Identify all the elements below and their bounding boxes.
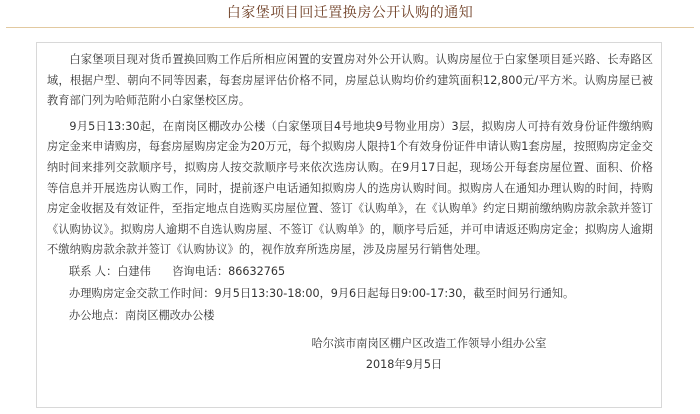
signature-date: 2018年9月5日 — [365, 358, 443, 371]
notice-body — [36, 42, 662, 408]
paragraph-intro: 白家堡项目现对货币置换回购工作后所相应闲置的安置房对外公开认购。认购房屋位于白家堡项目延兴路、长寿路区域，根据户型、朝向不同等因素，每套房屋评估价格不同，房屋总认购均价约建筑面积12,800元/平方米。认购房屋已被教育部门列为哈师范附小白家堡校区房。 — [47, 53, 653, 108]
title-bar — [6, 0, 694, 28]
paragraph-procedure: 9月5日13:30起，在南岗区棚改办公楼（白家堡项目4号地块9号物业用房）3层，拟购房人可持有效身份证件缴纳购房定金来申请购房，每套房屋购房定金为20万元，每个拟购房人限持1个有效身份证件申请认购1套房屋，按照购房定金交纳时间来排列交款顺序号，拟购房人按交款顺序号来依次选房认购。在9月17日起，现场公开每套房屋位置、面积、价格等信息并开展选房认购工作，同时，提前逐户电话通知拟购房人的选房认购时间。拟购房人在通知办理认购的时间，持购房定金收据及有效证件，至指定地点自选购买房屋位置、签订《认购单》，在《认购单》约定日期前缴纳购房款余款并签订《认购协议》。拟购房人逾期不自选认购房屋、不签订《认购单》的，顺序号后延，并可申请返还购房定金；拟购房人逾期不缴纳购房款余款并签订《认购协议》的，视作放弃所选房屋，涉及房屋另行销售处理。 — [47, 119, 653, 257]
page-title: 白家堡项目回迁置换房公开认购的通知 — [226, 5, 474, 21]
office-hours-line: 办理购房定金交款工作时间：9月5日13:30-18:00，9月6日起每日9:00-17:30，截至时间另行通知。 — [69, 286, 575, 300]
contact-line: 联系 人：白建伟 咨询电话：86632765 — [69, 264, 286, 278]
signature-organization: 哈尔滨市南岗区棚户区改造工作领导小组办公室 — [311, 337, 547, 350]
office-location-line: 办公地点：南岗区棚改办公楼 — [69, 308, 215, 322]
